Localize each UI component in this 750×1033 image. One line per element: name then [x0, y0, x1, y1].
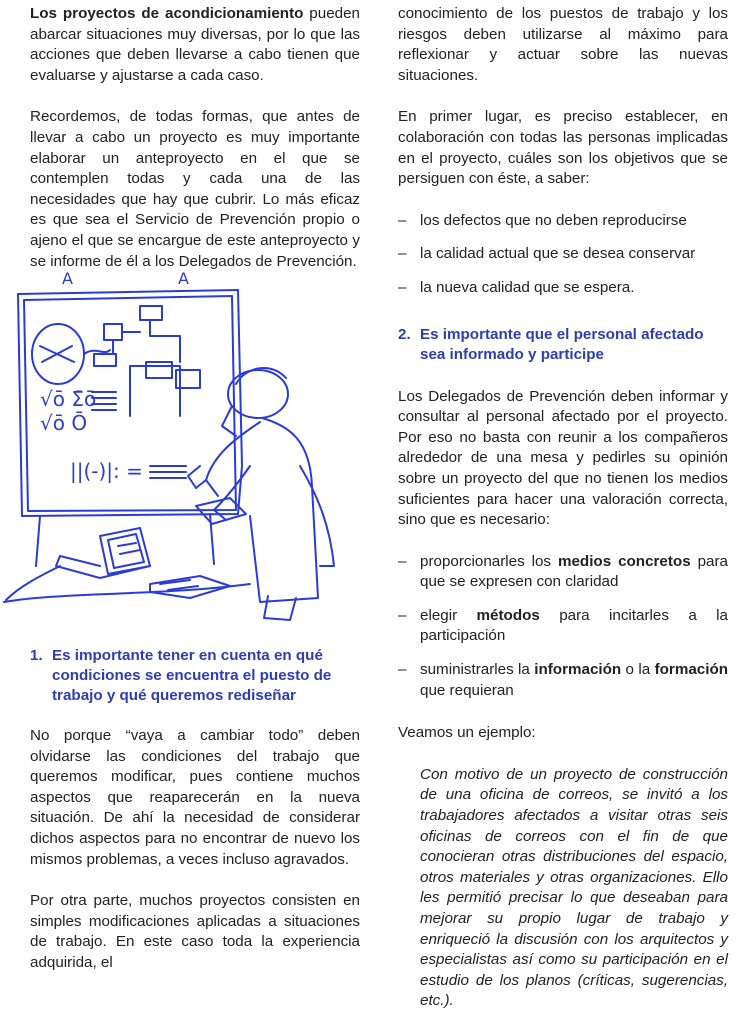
heading-number: 1. — [30, 647, 43, 664]
list-item: – la nueva calidad que se espera. — [398, 278, 635, 296]
left-column-lower — [30, 646, 360, 995]
heading-number: 2. — [398, 325, 411, 343]
section-heading-2 — [398, 325, 728, 365]
list-item: – los defectos que no deben reproducirse — [398, 211, 687, 229]
heading-text: Es importante que el personal afectado sea informado y participe — [420, 325, 704, 363]
right-column — [398, 4, 728, 1033]
board-formula-3: ||(-)|: = — — [70, 459, 170, 483]
list-item: – suministrarles la información o la formación que requieran — [398, 661, 728, 699]
list-item: – la calidad actual que se desea conservar — [398, 245, 696, 263]
left-paragraph-2: Recordemos, de todas formas, que antes de llevar a cabo un proyecto es muy importante elaborar un anteproyecto en el que se contemplen todas y cada una de las necesidades que hay que cubrir. Lo más eficaz es que sea el Servicio de Prevención propio o ajeno el que se encargue de este anteproyecto y se informe de él a los Delegados de Prevención. — [30, 108, 360, 270]
list-item: – elegir métodos para incitarles a la participación — [398, 606, 728, 645]
right-paragraph-1: conocimiento de los puestos de trabajo y los riesgos deben utilizarse al máximo para reflexionar y actuar sobre las nuevas situaciones. — [398, 5, 728, 84]
left-paragraph-1: Los proyectos de acondicionamiento pueden abarcar situaciones muy diversas, por lo que las acciones que deben llevarse a cabo tienen que evaluarse y ajustarse a cada caso. — [30, 5, 360, 84]
list-item: – proporcionarles los medios concretos para que se expresen con claridad — [398, 552, 728, 591]
right-paragraph-4: Veamos un ejemplo: — [398, 724, 536, 742]
example-paragraph: Con motivo de un proyecto de construcción de una oficina de correos, se invitó a los trabajadores afectados a visitar otras seis oficinas de correos con el fin de que conocieran otras distribuciones del espacio, otros materiales y otras organizaciones. Ello les permitió precisar lo que deseaban para mejorar su propio lugar de trabajo y enriqueció la discusión con los arquitectos y especialistas así como su participación en el estudio de los planos (críticas, sugerencias, etc.). — [420, 765, 728, 1010]
objectives-list — [398, 211, 728, 299]
board-formula-2: √ō Ō — [40, 411, 88, 435]
section-heading-1 — [30, 646, 360, 706]
whiteboard-worker-drawing — [0, 266, 374, 626]
right-paragraph-2: En primer lugar, es preciso establecer, en colaboración con todas las personas implicadas en el proyecto, cuáles son los objetivos que se persiguen con éste, a saber: — [398, 108, 728, 188]
board-mark-2: A — [178, 269, 189, 288]
board-formula-1: √ō Σ̄ō — [40, 387, 97, 411]
board-mark-1: A — [62, 269, 73, 288]
bold-lead: Los proyectos de acondicionamiento — [30, 5, 304, 22]
left-column — [30, 4, 360, 293]
heading-text: Es importante tener en cuenta en qué condiciones se encuentra el puesto de trabajo y qué queremos rediseñar — [52, 647, 332, 704]
right-paragraph-3: Los Delegados de Prevención deben informar y consultar al personal afectado por el proyecto. Por eso no basta con reunir a los compañeros alrededor de una mesa y pedirles su opinión sobre un proyecto del que no tienen los medios suficientes para hacer una valoración correcta, sino que es necesario: — [398, 387, 728, 529]
left-paragraph-4: Por otra parte, muchos proyectos consisten en simples modificaciones aplicadas a situaciones de trabajo. En este caso toda la experiencia adquirida, el — [30, 892, 360, 971]
left-paragraph-3: No porque “vaya a cambiar todo” deben olvidarse las condiciones del trabajo que queremos modificar, pues contiene muchos aspectos que reaparecerán en la nueva situación. De ahí la necesidad de considerar dichos aspectos para no encontrar de nuevo los mismos problemas, a veces incluso agravados. — [30, 727, 360, 868]
illustration — [0, 266, 374, 626]
requirements-list — [398, 552, 728, 702]
